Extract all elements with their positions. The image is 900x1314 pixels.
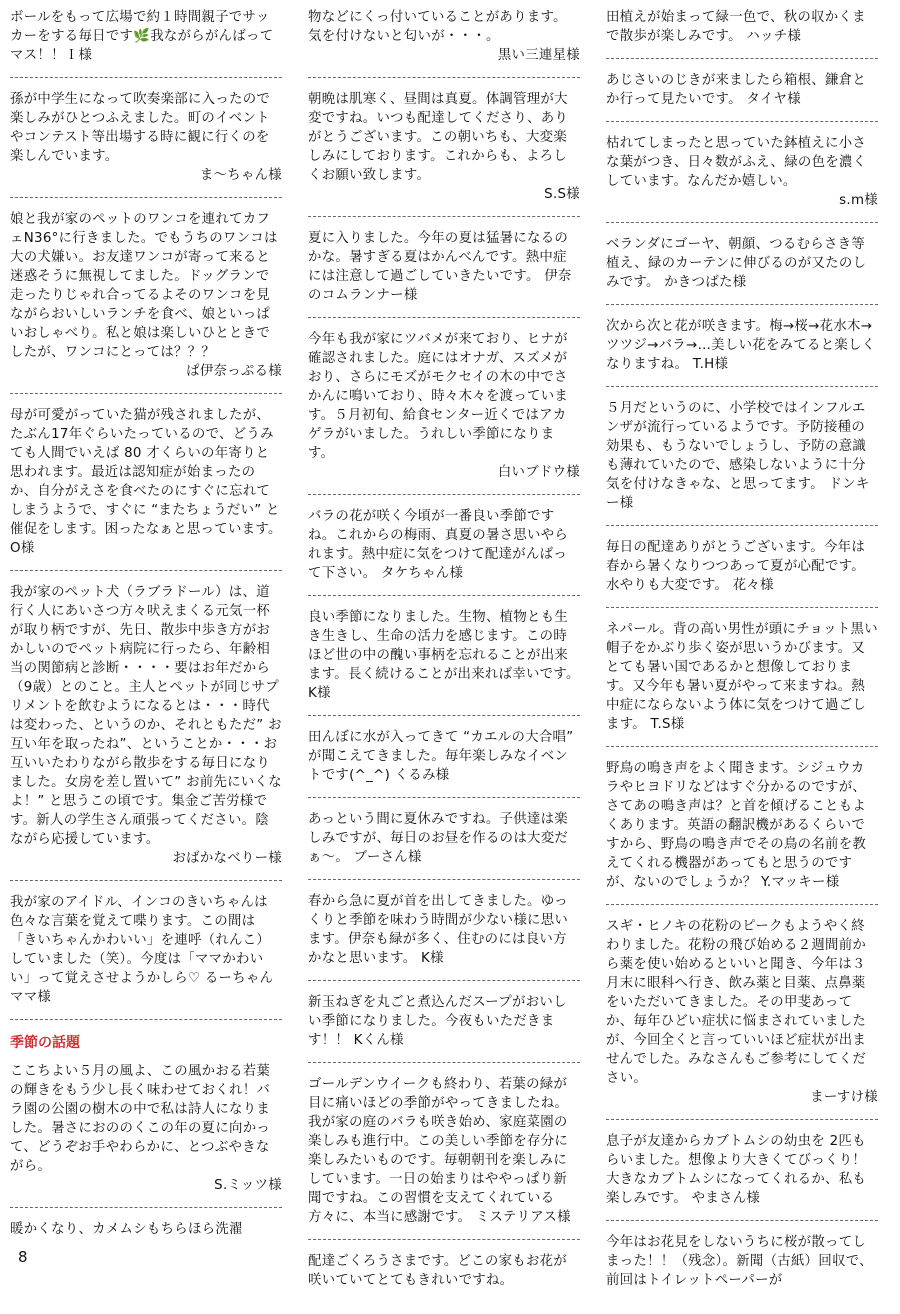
message-text: あじさいのじきが来ましたら箱根、鎌倉とか行って見たいです。 タイヤ様 [606,73,867,107]
reader-message [10,8,282,78]
reader-message [606,399,878,526]
message-signature: S.ミッツ様 [214,1178,282,1193]
reader-message [10,406,282,571]
reader-message [10,1062,282,1208]
message-signature: 白いブドウ様 [497,465,580,480]
message-signature: 黒い三連星様 [497,48,580,63]
reader-message [308,608,580,716]
message-text: 母が可愛がっていた猫が残されましたが、たぶん17年ぐらいたっているので、どうみても人間でいえば 80 才くらいの年寄りと思われます。最近は認知症が始まったのか、自分がえさを食べたのにすぐに忘れてしまうようで、すぐに “またちょうだい” と催促をします。困ったなぁと思っています。 O様 [10,408,282,556]
reader-message [606,620,878,747]
message-text: 野鳥の鳴き声をよく聞きます。シジュウカラやヒヨドリなどはすぐ分かるのですが、さてあの鳴き声は？と首を傾げることもよくあります。英語の翻訳機があるくらいですから、野鳥の鳴き声でその鳥の名前を教えてくれる機器があってもと思うのですが、ないのでしょうか？ Y.マッキー様 [606,761,867,890]
column-left [10,8,282,1263]
message-text: 娘と我が家のペットのワンコを連れてカフェN36°に行きました。でもうちのワンコは大の犬嫌い。お友達ワンコが寄って来ると迷惑そうに無視してました。ドッグランで走ったりじゃれ合ってるよそのワンコを見ながらおいしいランチを食べ、娘といっぱいおしゃべり。私と娘は楽しいひとときでしたが、ワンコにとっては？？？ [10,212,278,360]
reader-message [10,583,282,881]
message-text: ５月だというのに、小学校ではインフルエンザが流行っているようです。予防接種の効果も、もうないでしょうし、予防の意識も薄れていたので、感染しないように十分気を付けなきゃな、と思ってます。 ドンキー様 [606,401,870,511]
reader-message [606,134,878,223]
message-text: あっという間に夏休みですね。子供達は楽しみですが、毎日のお昼を作るのは大変だぁ〜。 ブーさん様 [308,812,569,865]
message-signature: ま〜ちゃん様 [199,168,282,183]
message-text: 今年はお花見をしないうちに桜が散ってしまった！！（残念）。新聞（古紙）回収で、前回はトイレットペーパーが [606,1235,873,1288]
reader-message [606,71,878,122]
message-text: 今年も我が家にツバメが来ており、ヒナが確認されました。庭にはオナガ、スズメがおり、さらにモズがモクセイの木の中でさかんに鳴いており、時々木々を渡っています。５月初旬、給食センター近くではアカゲラがいました。うれしい季節になります。 [308,332,569,461]
reader-message [606,1132,878,1221]
reader-message [308,90,580,217]
message-text: 夏に入りました。今年の夏は猛暑になるのかな。暑すぎる夏はかんべんです。熱中症には注意して過ごしていきたいです。 伊奈のコムランナー様 [308,231,572,303]
message-text: 次から次と花が咲きます。梅→桜→花水木→ツツジ→バラ→…美しい花をみてると楽しくなりますね。 T.H様 [606,319,876,372]
message-text: 朝晩は肌寒く、昼間は真夏。体調管理が大変ですね。いつも配達してくださり、ありがとうございます。この朝いちも、大変楽しみにしております。これからも、よろしくお願い致します。 [308,92,569,183]
reader-message [10,210,282,394]
column-right [606,8,878,1314]
reader-message [606,1233,878,1302]
reader-message [606,759,878,905]
message-text: ここちよい５月の風よ、この風かおる若葉の輝きをもう少し長く味わせておくれ！バラ園の公園の樹木の中で私は詩人になりました。暑さにおののくこの年の夏に向かって、どうぞお手やわらかに、とつぶやきながら。 [10,1064,271,1174]
reader-message [308,892,580,981]
message-text: 新玉ねぎを丸ごと煮込んだスープがおいしい季節になりました。今夜もいただきます！！ Kくん様 [308,995,567,1048]
message-text: 息子が友達からカブトムシの幼虫を 2匹もらいました。想像より大きくてびっくり！大きなカブトムシになってくれるか、私も楽しみです。 やまさん様 [606,1134,867,1206]
message-signature: s.m様 [839,193,878,208]
message-text: 毎日の配達ありがとうございます。今年は春から暑くなりつつあって夏が心配です。水やりも大変です。 花々様 [606,540,866,593]
message-text: 孫が中学生になって吹奏楽部に入ったので楽しみがひとつふえました。町のイベントやコンテスト等出場する時に観に行くのを楽しんでいます。 [10,92,271,164]
reader-message [606,917,878,1120]
reader-message [308,1075,580,1240]
message-text: 配達ごくろうさまです。どこの家もお花が咲いていてとてもきれいですね。 [308,1254,568,1288]
message-text: 物などにくっ付いていることがあります。気を付けないと匂いが・・・。 [308,10,567,44]
reader-message [308,810,580,880]
message-text: 田植えが始まって緑一色で、秋の収かくまで散歩が楽しみです。 ハッチ様 [606,10,866,44]
reader-message [308,507,580,596]
page-number: 8 [18,1248,28,1266]
message-text: 田んぼに水が入ってきて “カエルの大合唱” が聞こえてきました。毎年楽しみなイベントです(^_^) くるみ様 [308,730,574,783]
reader-message [606,538,878,608]
message-signature: おばかなべりー様 [172,851,282,866]
reader-message [308,993,580,1063]
reader-message [606,8,878,59]
message-signature: S.S様 [544,187,580,202]
reader-message [606,235,878,305]
message-text: 我が家のペット犬（ラブラドール）は、道行く人にあいさつ方々吠えまくる元気一杯が取り柄ですが、先日、散歩中歩き方がおかしいのでペット病院に行ったら、年齢相当の関節病と診断・・・・要はお年だから（9歳）とのこと。主人とペットが同じサプリメントを飲むようになるとは・・・時代は変わった、というのか、それともただ” お互い年を取ったね”、ということか・・・お互いいたわりながら散歩をする毎日になりました。女房を差し置いて” お前先にいくなよ！” と思うこの頃です。集金ご苦労様です。新人の学生さん頑張ってください。陰ながら応援しています。 [10,585,282,847]
message-text: スギ・ヒノキの花粉のピークもようやく終わりました。花粉の飛び始める２週間前から薬を使い始めるといいと聞き、今年は３月末に眼科へ行き、飲み薬と目薬、点鼻薬をいただいてきました。その甲斐あってか、毎年ひどい症状に悩まされていましたが、今回全くと言っていいほど症状が出ませんでした。みなさんもご参考にしてください。 [606,919,867,1086]
reader-message [308,1252,580,1302]
section-heading: 季節の話題 [10,1035,80,1051]
reader-message [10,90,282,198]
reader-message [308,8,580,78]
message-text: ボールをもって広場で約１時間親子でサッカーをする毎日です🌿我ながらがんばってマス！！Ｉ様 [10,10,274,63]
message-text: ゴールデンウイークも終わり、若葉の緑が目に痛いほどの季節がやってきましたね。我が家の庭のバラも咲き始め、家庭菜園の楽しみも進行中。この美しい季節を存分に楽しみたいものです。毎朝朝刊を楽しみにしています。一日の始まりはややっぱり新聞ですね。この習慣を支えてくれている方々に、本当に感謝です。 ミステリアス様 [308,1077,571,1225]
message-text: ベランダにゴーヤ、朝顔、つるむらさき等植え、緑のカーテンに伸びるのが又たのしみです。 かきつばた様 [606,237,867,290]
message-text: 枯れてしまったと思っていた鉢植えに小さな葉がつき、日々数がふえ、緑の色を濃くしています。なんだか嬉しい。 [606,136,867,189]
message-text: 暖かくなり、カメムシもちらほら洗濯 [10,1222,243,1237]
message-signature: ぱ伊奈っぷる様 [186,364,282,379]
message-text: 我が家のアイドル、インコのきいちゃんは色々な言葉を覚えて喋ります。この間は「きいちゃんかわいい」を連呼（れんこ）していました（笑）。今度は「ママかわいい」って覚えさせようかしら♡ るーちゃんママ様 [10,895,274,1005]
reader-message [10,893,282,1020]
reader-message [308,330,580,495]
reader-message [606,317,878,387]
message-text: バラの花が咲く今頃が一番良い季節ですね。これからの梅雨、真夏の暑さ思いやられます。熱中症に気をつけて配達がんばって下さい。 タケちゃん様 [308,509,569,581]
column-middle [308,8,580,1314]
reader-message [308,728,580,798]
message-signature: まーすけ様 [810,1090,878,1105]
reader-message [10,1220,282,1251]
message-text: 良い季節になりました。生物、植物とも生き生きし、生命の活力を感じます。この時ほど世の中の醜い事柄を忘れることが出来ます。長く続けることが出来れば幸いです。 K様 [308,610,580,701]
message-text: 春から急に夏が首を出してきました。ゆっくりと季節を味わう時間が少ない様に思います。伊奈も緑が多く、住むのには良い方かなと思います。 K様 [308,894,569,966]
reader-message [308,229,580,318]
message-text: ネパール。背の高い男性が頭にチョット黒い帽子をかぶり歩く姿が思いうかびます。又とても暑い国であるかと想像しております。又今年も暑い夏がやって来ますね。熱中症にならないよう体に気をつけて過ごします。 T.S様 [606,622,878,732]
